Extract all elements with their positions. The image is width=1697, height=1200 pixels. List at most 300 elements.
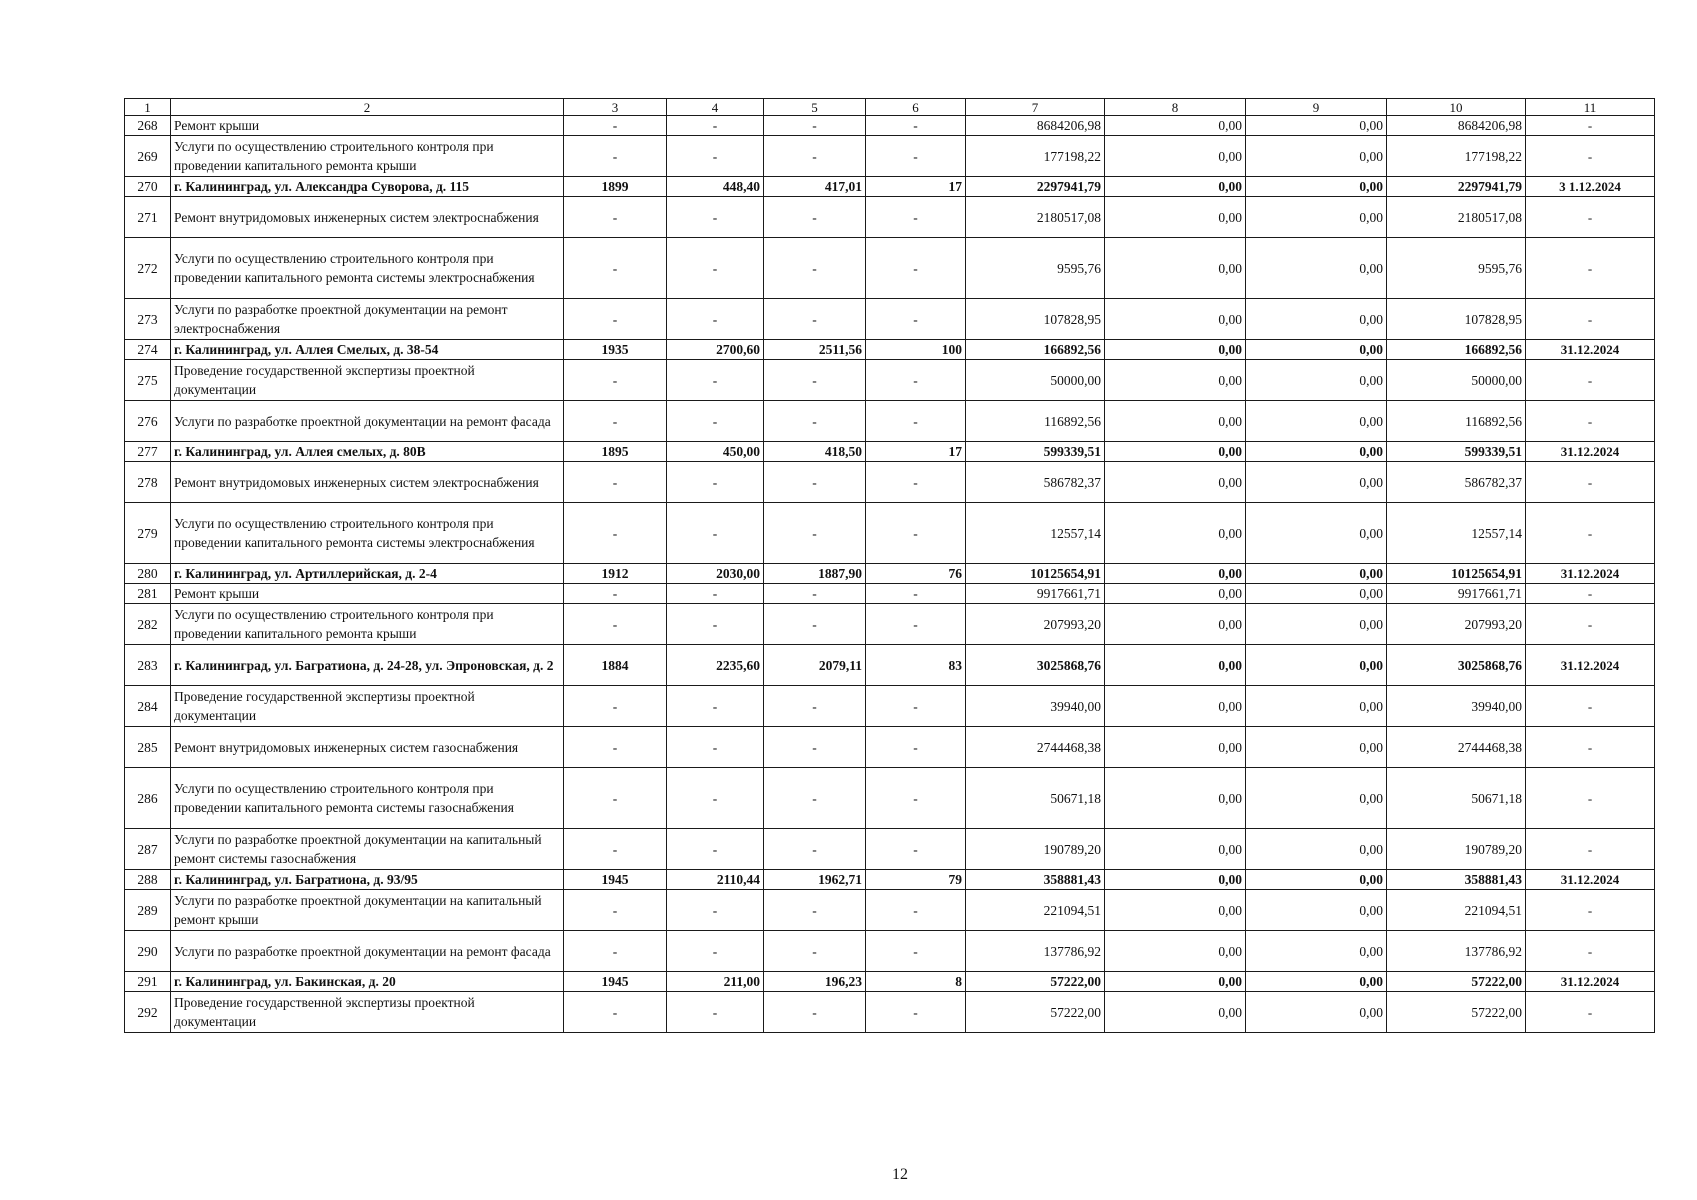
total-cost-cell: 166892,56 xyxy=(966,340,1105,360)
total-cost-cell: 10125654,91 xyxy=(966,564,1105,584)
row-name: Ремонт внутридомовых инженерных систем газоснабжения xyxy=(171,727,564,768)
table-row xyxy=(125,238,1655,299)
value-cell: 0,00 xyxy=(1246,686,1387,727)
row-name: г. Калининград, ул. Багратиона, д. 93/95 xyxy=(171,870,564,890)
date-cell: - xyxy=(1526,584,1655,604)
row-name: Услуги по разработке проектной документации на капитальный ремонт системы газоснабжения xyxy=(171,829,564,870)
value-cell: - xyxy=(667,727,764,768)
value-cell: 76 xyxy=(866,564,966,584)
value-cell: 177198,22 xyxy=(1387,136,1526,177)
value-cell: 2079,11 xyxy=(764,645,866,686)
value-cell: - xyxy=(667,116,764,136)
table-row xyxy=(125,890,1655,931)
value-cell: 3025868,76 xyxy=(1387,645,1526,686)
column-header: 2 xyxy=(171,99,564,116)
value-cell: - xyxy=(866,604,966,645)
column-header: 11 xyxy=(1526,99,1655,116)
value-cell: 0,00 xyxy=(1246,360,1387,401)
document-sheet xyxy=(124,98,1654,1033)
value-cell: - xyxy=(764,992,866,1033)
row-name: Услуги по разработке проектной документации на ремонт электроснабжения xyxy=(171,299,564,340)
value-cell: - xyxy=(764,503,866,564)
year-cell: - xyxy=(564,727,667,768)
date-cell: - xyxy=(1526,686,1655,727)
value-cell: 190789,20 xyxy=(1387,829,1526,870)
year-cell: 1912 xyxy=(564,564,667,584)
year-cell: - xyxy=(564,931,667,972)
value-cell: - xyxy=(866,992,966,1033)
value-cell: - xyxy=(764,584,866,604)
date-cell: - xyxy=(1526,116,1655,136)
year-cell: 1899 xyxy=(564,177,667,197)
date-cell: - xyxy=(1526,768,1655,829)
value-cell: - xyxy=(764,727,866,768)
year-cell: - xyxy=(564,197,667,238)
total-cost-cell: 599339,51 xyxy=(966,442,1105,462)
table-row-address xyxy=(125,972,1655,992)
row-name: Услуги по разработке проектной документации на ремонт фасада xyxy=(171,931,564,972)
year-cell: - xyxy=(564,116,667,136)
date-cell: - xyxy=(1526,931,1655,972)
column-header: 1 xyxy=(125,99,171,116)
table-body xyxy=(125,99,1655,1033)
value-cell: 211,00 xyxy=(667,972,764,992)
column-number-row xyxy=(125,99,1655,116)
value-cell: 0,00 xyxy=(1246,340,1387,360)
date-cell: - xyxy=(1526,890,1655,931)
value-cell: 0,00 xyxy=(1105,972,1246,992)
value-cell: 417,01 xyxy=(764,177,866,197)
row-number: 277 xyxy=(125,442,171,462)
table-row-address xyxy=(125,177,1655,197)
value-cell: 0,00 xyxy=(1105,503,1246,564)
row-number: 270 xyxy=(125,177,171,197)
table-row-address xyxy=(125,340,1655,360)
year-cell: - xyxy=(564,503,667,564)
total-cost-cell: 12557,14 xyxy=(966,503,1105,564)
row-number: 286 xyxy=(125,768,171,829)
value-cell: 57222,00 xyxy=(1387,972,1526,992)
total-cost-cell: 586782,37 xyxy=(966,462,1105,503)
row-number: 271 xyxy=(125,197,171,238)
value-cell: 0,00 xyxy=(1105,177,1246,197)
date-cell: - xyxy=(1526,462,1655,503)
row-number: 291 xyxy=(125,972,171,992)
table-row xyxy=(125,401,1655,442)
value-cell: - xyxy=(764,136,866,177)
row-name: Услуги по осуществлению строительного контроля при проведении капитального ремонта крыши xyxy=(171,604,564,645)
total-cost-cell: 207993,20 xyxy=(966,604,1105,645)
row-name: Услуги по осуществлению строительного контроля при проведении капитального ремонта крыши xyxy=(171,136,564,177)
year-cell: - xyxy=(564,829,667,870)
value-cell: - xyxy=(866,299,966,340)
value-cell: 50671,18 xyxy=(1387,768,1526,829)
value-cell: 0,00 xyxy=(1105,727,1246,768)
row-name: г. Калининград, ул. Александра Суворова, д. 115 xyxy=(171,177,564,197)
value-cell: - xyxy=(866,401,966,442)
row-name: г. Калининград, ул. Артиллерийская, д. 2-4 xyxy=(171,564,564,584)
value-cell: - xyxy=(764,401,866,442)
table-row xyxy=(125,462,1655,503)
row-name: Услуги по осуществлению строительного контроля при проведении капитального ремонта системы электроснабжения xyxy=(171,238,564,299)
value-cell: 9595,76 xyxy=(1387,238,1526,299)
value-cell: - xyxy=(667,238,764,299)
column-header: 6 xyxy=(866,99,966,116)
row-number: 292 xyxy=(125,992,171,1033)
date-cell: 3 1.12.2024 xyxy=(1526,177,1655,197)
value-cell: 0,00 xyxy=(1246,116,1387,136)
value-cell: - xyxy=(866,503,966,564)
total-cost-cell: 116892,56 xyxy=(966,401,1105,442)
column-header: 8 xyxy=(1105,99,1246,116)
row-name: Услуги по осуществлению строительного контроля при проведении капитального ремонта системы газоснабжения xyxy=(171,768,564,829)
date-cell: - xyxy=(1526,238,1655,299)
value-cell: - xyxy=(667,136,764,177)
value-cell: - xyxy=(764,299,866,340)
value-cell: 0,00 xyxy=(1105,238,1246,299)
value-cell: 0,00 xyxy=(1105,829,1246,870)
total-cost-cell: 107828,95 xyxy=(966,299,1105,340)
date-cell: 31.12.2024 xyxy=(1526,340,1655,360)
value-cell: 17 xyxy=(866,177,966,197)
row-number: 285 xyxy=(125,727,171,768)
row-number: 280 xyxy=(125,564,171,584)
row-name: Проведение государственной экспертизы проектной документации xyxy=(171,992,564,1033)
value-cell: - xyxy=(667,890,764,931)
value-cell: 0,00 xyxy=(1105,136,1246,177)
value-cell: - xyxy=(667,401,764,442)
value-cell: 9917661,71 xyxy=(1387,584,1526,604)
row-number: 272 xyxy=(125,238,171,299)
row-number: 274 xyxy=(125,340,171,360)
value-cell: 0,00 xyxy=(1105,299,1246,340)
value-cell: 2235,60 xyxy=(667,645,764,686)
value-cell: 100 xyxy=(866,340,966,360)
row-number: 281 xyxy=(125,584,171,604)
total-cost-cell: 39940,00 xyxy=(966,686,1105,727)
total-cost-cell: 137786,92 xyxy=(966,931,1105,972)
value-cell: 0,00 xyxy=(1105,870,1246,890)
total-cost-cell: 8684206,98 xyxy=(966,116,1105,136)
value-cell: 50000,00 xyxy=(1387,360,1526,401)
value-cell: 0,00 xyxy=(1246,645,1387,686)
value-cell: - xyxy=(764,116,866,136)
row-number: 283 xyxy=(125,645,171,686)
value-cell: 107828,95 xyxy=(1387,299,1526,340)
year-cell: - xyxy=(564,890,667,931)
row-name: Услуги по осуществлению строительного контроля при проведении капитального ремонта системы электроснабжения xyxy=(171,503,564,564)
value-cell: 1962,71 xyxy=(764,870,866,890)
value-cell: 0,00 xyxy=(1246,136,1387,177)
total-cost-cell: 358881,43 xyxy=(966,870,1105,890)
row-name: г. Калининград, ул. Багратиона, д. 24-28, ул. Эпроновская, д. 2 xyxy=(171,645,564,686)
total-cost-cell: 3025868,76 xyxy=(966,645,1105,686)
value-cell: 0,00 xyxy=(1105,340,1246,360)
value-cell: 599339,51 xyxy=(1387,442,1526,462)
value-cell: 450,00 xyxy=(667,442,764,462)
total-cost-cell: 57222,00 xyxy=(966,992,1105,1033)
value-cell: - xyxy=(764,360,866,401)
value-cell: 0,00 xyxy=(1246,462,1387,503)
row-name: Проведение государственной экспертизы проектной документации xyxy=(171,360,564,401)
value-cell: 0,00 xyxy=(1246,890,1387,931)
value-cell: 8684206,98 xyxy=(1387,116,1526,136)
value-cell: 0,00 xyxy=(1105,360,1246,401)
total-cost-cell: 57222,00 xyxy=(966,972,1105,992)
row-number: 290 xyxy=(125,931,171,972)
value-cell: - xyxy=(866,727,966,768)
value-cell: 0,00 xyxy=(1246,584,1387,604)
value-cell: - xyxy=(667,462,764,503)
value-cell: 0,00 xyxy=(1246,931,1387,972)
value-cell: - xyxy=(866,931,966,972)
value-cell: - xyxy=(667,829,764,870)
table-row-address xyxy=(125,870,1655,890)
value-cell: 0,00 xyxy=(1105,462,1246,503)
table-row-address xyxy=(125,442,1655,462)
table-row-address xyxy=(125,645,1655,686)
year-cell: - xyxy=(564,768,667,829)
value-cell: - xyxy=(667,604,764,645)
value-cell: 0,00 xyxy=(1105,116,1246,136)
value-cell: 0,00 xyxy=(1105,197,1246,238)
value-cell: - xyxy=(764,197,866,238)
value-cell: 2700,60 xyxy=(667,340,764,360)
value-cell: - xyxy=(667,992,764,1033)
value-cell: 116892,56 xyxy=(1387,401,1526,442)
table-row xyxy=(125,992,1655,1033)
date-cell: - xyxy=(1526,829,1655,870)
value-cell: - xyxy=(667,197,764,238)
row-number: 289 xyxy=(125,890,171,931)
value-cell: - xyxy=(667,686,764,727)
total-cost-cell: 190789,20 xyxy=(966,829,1105,870)
year-cell: - xyxy=(564,584,667,604)
value-cell: 0,00 xyxy=(1105,584,1246,604)
value-cell: 137786,92 xyxy=(1387,931,1526,972)
row-number: 284 xyxy=(125,686,171,727)
value-cell: 2030,00 xyxy=(667,564,764,584)
table-row xyxy=(125,503,1655,564)
value-cell: 0,00 xyxy=(1246,972,1387,992)
value-cell: 12557,14 xyxy=(1387,503,1526,564)
value-cell: 0,00 xyxy=(1105,564,1246,584)
value-cell: 358881,43 xyxy=(1387,870,1526,890)
value-cell: 2110,44 xyxy=(667,870,764,890)
value-cell: 0,00 xyxy=(1246,604,1387,645)
value-cell: - xyxy=(866,584,966,604)
row-name: г. Калининград, ул. Аллея Смелых, д. 38-54 xyxy=(171,340,564,360)
year-cell: - xyxy=(564,604,667,645)
date-cell: - xyxy=(1526,197,1655,238)
value-cell: - xyxy=(866,136,966,177)
date-cell: 31.12.2024 xyxy=(1526,442,1655,462)
table-row xyxy=(125,197,1655,238)
row-name: Ремонт крыши xyxy=(171,116,564,136)
value-cell: 8 xyxy=(866,972,966,992)
value-cell: 0,00 xyxy=(1105,401,1246,442)
value-cell: 207993,20 xyxy=(1387,604,1526,645)
value-cell: 0,00 xyxy=(1105,604,1246,645)
value-cell: - xyxy=(764,829,866,870)
table-row xyxy=(125,686,1655,727)
value-cell: 1887,90 xyxy=(764,564,866,584)
value-cell: - xyxy=(866,686,966,727)
row-name: Услуги по разработке проектной документации на капитальный ремонт крыши xyxy=(171,890,564,931)
value-cell: 0,00 xyxy=(1246,727,1387,768)
value-cell: 0,00 xyxy=(1246,197,1387,238)
value-cell: 0,00 xyxy=(1246,503,1387,564)
value-cell: - xyxy=(667,299,764,340)
value-cell: 196,23 xyxy=(764,972,866,992)
row-name: Услуги по разработке проектной документации на ремонт фасада xyxy=(171,401,564,442)
table-row-address xyxy=(125,564,1655,584)
value-cell: 79 xyxy=(866,870,966,890)
table-row xyxy=(125,360,1655,401)
row-number: 282 xyxy=(125,604,171,645)
date-cell: 31.12.2024 xyxy=(1526,972,1655,992)
row-number: 279 xyxy=(125,503,171,564)
row-number: 268 xyxy=(125,116,171,136)
year-cell: 1945 xyxy=(564,972,667,992)
value-cell: 0,00 xyxy=(1246,238,1387,299)
table-row xyxy=(125,299,1655,340)
value-cell: - xyxy=(667,503,764,564)
table-row xyxy=(125,829,1655,870)
value-cell: 57222,00 xyxy=(1387,992,1526,1033)
column-header: 3 xyxy=(564,99,667,116)
value-cell: 0,00 xyxy=(1105,890,1246,931)
table-row xyxy=(125,584,1655,604)
value-cell: - xyxy=(764,604,866,645)
value-cell: 221094,51 xyxy=(1387,890,1526,931)
year-cell: 1945 xyxy=(564,870,667,890)
value-cell: - xyxy=(764,768,866,829)
value-cell: - xyxy=(866,890,966,931)
value-cell: 0,00 xyxy=(1105,768,1246,829)
value-cell: - xyxy=(667,768,764,829)
value-cell: 0,00 xyxy=(1246,442,1387,462)
value-cell: 0,00 xyxy=(1246,870,1387,890)
value-cell: 39940,00 xyxy=(1387,686,1526,727)
value-cell: - xyxy=(866,360,966,401)
value-cell: 10125654,91 xyxy=(1387,564,1526,584)
date-cell: 31.12.2024 xyxy=(1526,645,1655,686)
value-cell: 0,00 xyxy=(1246,401,1387,442)
value-cell: 2180517,08 xyxy=(1387,197,1526,238)
total-cost-cell: 9595,76 xyxy=(966,238,1105,299)
value-cell: - xyxy=(764,462,866,503)
value-cell: 0,00 xyxy=(1105,992,1246,1033)
table-row xyxy=(125,727,1655,768)
year-cell: - xyxy=(564,299,667,340)
table-row xyxy=(125,768,1655,829)
value-cell: 0,00 xyxy=(1246,299,1387,340)
row-name: г. Калининград, ул. Бакинская, д. 20 xyxy=(171,972,564,992)
row-number: 269 xyxy=(125,136,171,177)
value-cell: 0,00 xyxy=(1105,645,1246,686)
row-name: Ремонт крыши xyxy=(171,584,564,604)
value-cell: - xyxy=(764,686,866,727)
row-name: Проведение государственной экспертизы проектной документации xyxy=(171,686,564,727)
value-cell: 0,00 xyxy=(1246,564,1387,584)
value-cell: 0,00 xyxy=(1105,931,1246,972)
column-header: 10 xyxy=(1387,99,1526,116)
row-name: Ремонт внутридомовых инженерных систем электроснабжения xyxy=(171,197,564,238)
year-cell: - xyxy=(564,401,667,442)
date-cell: - xyxy=(1526,503,1655,564)
table-row xyxy=(125,604,1655,645)
date-cell: 31.12.2024 xyxy=(1526,870,1655,890)
year-cell: 1895 xyxy=(564,442,667,462)
value-cell: - xyxy=(866,116,966,136)
value-cell: 448,40 xyxy=(667,177,764,197)
year-cell: - xyxy=(564,686,667,727)
repair-program-table xyxy=(124,98,1655,1033)
year-cell: - xyxy=(564,992,667,1033)
column-header: 4 xyxy=(667,99,764,116)
table-row xyxy=(125,931,1655,972)
date-cell: - xyxy=(1526,604,1655,645)
value-cell: - xyxy=(866,238,966,299)
column-header: 9 xyxy=(1246,99,1387,116)
value-cell: - xyxy=(764,238,866,299)
value-cell: 0,00 xyxy=(1246,829,1387,870)
value-cell: 586782,37 xyxy=(1387,462,1526,503)
date-cell: - xyxy=(1526,360,1655,401)
column-header: 7 xyxy=(966,99,1105,116)
value-cell: - xyxy=(866,829,966,870)
value-cell: 2744468,38 xyxy=(1387,727,1526,768)
year-cell: 1935 xyxy=(564,340,667,360)
value-cell: - xyxy=(667,360,764,401)
value-cell: 17 xyxy=(866,442,966,462)
year-cell: - xyxy=(564,136,667,177)
date-cell: - xyxy=(1526,401,1655,442)
year-cell: - xyxy=(564,360,667,401)
value-cell: 0,00 xyxy=(1105,442,1246,462)
value-cell: 0,00 xyxy=(1246,768,1387,829)
page-number: 12 xyxy=(892,1166,908,1183)
year-cell: - xyxy=(564,462,667,503)
value-cell: - xyxy=(667,931,764,972)
total-cost-cell: 177198,22 xyxy=(966,136,1105,177)
date-cell: - xyxy=(1526,992,1655,1033)
row-number: 275 xyxy=(125,360,171,401)
year-cell: - xyxy=(564,238,667,299)
value-cell: 2511,56 xyxy=(764,340,866,360)
date-cell: - xyxy=(1526,727,1655,768)
value-cell: 0,00 xyxy=(1105,686,1246,727)
total-cost-cell: 9917661,71 xyxy=(966,584,1105,604)
table-row xyxy=(125,116,1655,136)
value-cell: - xyxy=(866,768,966,829)
date-cell: 31.12.2024 xyxy=(1526,564,1655,584)
row-number: 288 xyxy=(125,870,171,890)
value-cell: 0,00 xyxy=(1246,992,1387,1033)
column-header: 5 xyxy=(764,99,866,116)
table-row xyxy=(125,136,1655,177)
date-cell: - xyxy=(1526,299,1655,340)
value-cell: 83 xyxy=(866,645,966,686)
value-cell: - xyxy=(866,197,966,238)
row-name: Ремонт внутридомовых инженерных систем электроснабжения xyxy=(171,462,564,503)
row-number: 278 xyxy=(125,462,171,503)
row-number: 273 xyxy=(125,299,171,340)
row-number: 276 xyxy=(125,401,171,442)
value-cell: 0,00 xyxy=(1246,177,1387,197)
total-cost-cell: 2744468,38 xyxy=(966,727,1105,768)
